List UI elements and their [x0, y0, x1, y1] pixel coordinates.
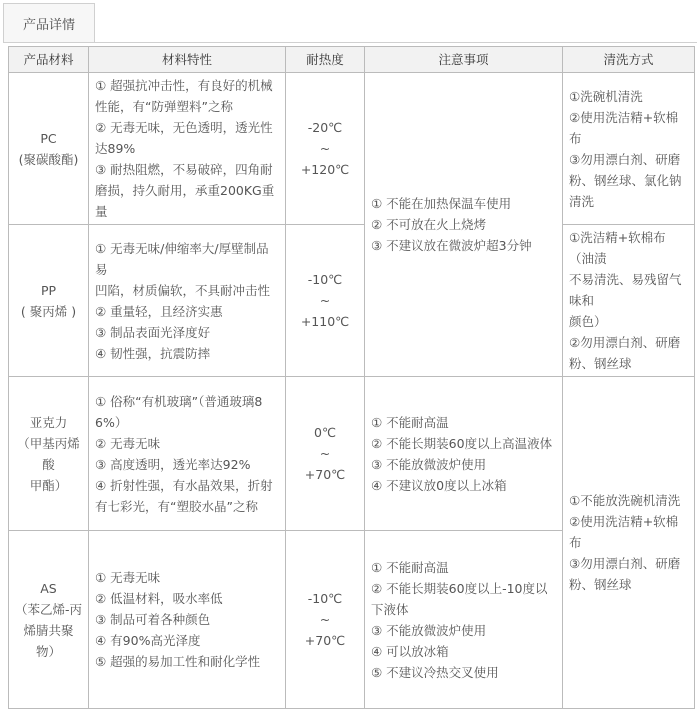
list-item: 凹陷，材质偏软，不具耐冲击性: [95, 282, 271, 298]
material-cell: [9, 531, 89, 709]
heat-min: 0℃: [314, 425, 336, 440]
material-cell: [9, 377, 89, 531]
heat-max: +110℃: [300, 314, 350, 329]
material-name: （苯乙烯-丙: [15, 601, 83, 617]
notes-cell: [365, 531, 563, 709]
cleaning-cell: [563, 377, 695, 709]
material-cell: [9, 73, 89, 225]
list-item: ③ 不能放微波炉使用: [371, 622, 487, 638]
cleaning-cell: [563, 225, 695, 377]
header-cleaning: 清洗方式: [563, 47, 695, 73]
heat-cell: [286, 531, 365, 709]
list-item: ② 无毒无味: [95, 435, 161, 451]
heat-separator: ~: [319, 293, 331, 308]
list-item: 粉、钢丝球: [569, 577, 632, 592]
list-item: ②勿用漂白剂、研磨: [569, 335, 681, 350]
heat-cell: [286, 377, 365, 531]
properties-cell: [89, 73, 286, 225]
tab-divider: [3, 42, 697, 43]
list-item: ② 重量轻，且经济实惠: [95, 303, 223, 319]
notes-cell: [365, 377, 563, 531]
product-material-table: [8, 46, 695, 709]
list-item: ① 无毒无味: [95, 570, 161, 585]
list-item: 有七彩光，有“塑胶水晶”之称: [95, 498, 258, 514]
list-item: ④ 折射性强，有水晶效果，折射: [95, 477, 273, 493]
heat-separator: ~: [319, 141, 331, 156]
material-name: （甲基丙烯酸: [17, 435, 80, 472]
list-item: 颜色）: [569, 314, 607, 329]
list-item: ② 不可放在火上烧烤: [371, 217, 487, 232]
list-item: ③ 制品表面光泽度好: [95, 324, 211, 340]
header-properties: 材料特性: [89, 47, 286, 73]
material-name: 亚克力: [29, 414, 68, 430]
heat-max: +120℃: [300, 162, 350, 177]
heat-cell: [286, 225, 365, 377]
list-item: 磨损，持久耐用，承重200KG重量: [95, 183, 275, 219]
table-row: [9, 377, 695, 531]
notes-cell: [365, 73, 563, 377]
list-item: 6%）: [95, 414, 128, 430]
material-name: PC: [40, 130, 57, 146]
list-item: ④ 不建议放0度以上冰箱: [371, 477, 507, 493]
material-name: PP: [40, 282, 57, 298]
heat-min: -10℃: [307, 591, 343, 606]
header-heat-resistance: 耐热度: [286, 47, 365, 73]
material-name: 烯腈共聚物）: [23, 622, 74, 659]
list-item: ④ 有90%高光泽度: [95, 633, 201, 648]
header-notes: 注意事项: [365, 47, 563, 73]
list-item: ①洗碗机清洗: [569, 88, 643, 104]
table-row: [9, 225, 695, 377]
heat-min: -20℃: [307, 120, 343, 135]
list-item: ② 低温材料，吸水率低: [95, 591, 223, 606]
material-name: AS: [40, 580, 57, 596]
list-item: ②使用洗洁精+软棉布: [569, 109, 679, 146]
list-item: ①洗洁精+软棉布（油渍: [569, 230, 666, 266]
list-item: 下液体: [371, 601, 409, 617]
list-item: ① 超强抗冲击性，有良好的机械: [95, 78, 273, 93]
material-name: 甲酯）: [29, 477, 68, 493]
list-item: ④ 可以放冰箱: [371, 643, 449, 659]
heat-separator: ~: [319, 446, 331, 461]
properties-cell: [89, 377, 286, 531]
list-item: ① 不能在加热保温车使用: [371, 196, 512, 211]
material-name: ( 聚丙烯 ): [20, 303, 77, 319]
heat-min: -10℃: [307, 272, 343, 287]
list-item: ① 俗称“有机玻璃”（普通玻璃8: [95, 393, 263, 409]
list-item: ③ 不能放微波炉使用: [371, 456, 487, 472]
list-item: ① 无毒无味/伸缩率大/厚壁制品易: [95, 240, 269, 277]
list-item: 粉、钢丝球: [569, 356, 632, 371]
list-item: ③ 耐热阻燃，不易破碎，四角耐: [95, 162, 273, 177]
heat-max: +70℃: [304, 633, 346, 648]
heat-max: +70℃: [304, 467, 346, 482]
list-item: 达89%: [95, 141, 136, 156]
list-item: ③ 高度透明，透光率达92%: [95, 456, 251, 472]
list-item: ③ 制品可着各种颜色: [95, 612, 211, 627]
list-item: ① 不能耐高温: [371, 559, 449, 575]
list-item: 不易清洗、易残留气味和: [569, 272, 682, 308]
list-item: ② 不能长期装60度以上-10度以: [371, 580, 548, 596]
heat-cell: [286, 73, 365, 225]
list-item: 粉、钢丝球、氯化钠清洗: [569, 172, 682, 209]
material-cell: [9, 225, 89, 377]
table-row: [9, 73, 695, 225]
list-item: ② 不能长期装60度以上高温液体: [371, 435, 553, 451]
header-material: 产品材料: [9, 47, 89, 73]
list-item: ① 不能耐高温: [371, 414, 449, 430]
list-item: ⑤ 超强的易加工性和耐化学性: [95, 654, 261, 669]
list-item: ③勿用漂白剂、研磨: [569, 151, 681, 167]
cleaning-cell: [563, 73, 695, 225]
list-item: ②使用洗洁精+软棉布: [569, 514, 679, 550]
list-item: ④ 韧性强，抗震防摔: [95, 345, 211, 361]
properties-cell: [89, 531, 286, 709]
list-item: ⑤ 不建议冷热交叉使用: [371, 664, 499, 680]
material-name: (聚碳酸酯): [18, 151, 79, 167]
heat-separator: ~: [319, 612, 331, 627]
list-item: ①不能放洗碗机清洗: [569, 493, 681, 508]
list-item: ③ 不建议放在微波炉超3分钟: [371, 238, 532, 253]
tab-product-details[interactable]: 产品详情: [3, 3, 95, 43]
list-item: 性能，有“防弹塑料”之称: [95, 99, 233, 114]
properties-cell: [89, 225, 286, 377]
list-item: ② 无毒无味，无色透明，透光性: [95, 120, 273, 135]
list-item: ③勿用漂白剂、研磨: [569, 556, 681, 571]
table-header-row: [9, 47, 695, 73]
